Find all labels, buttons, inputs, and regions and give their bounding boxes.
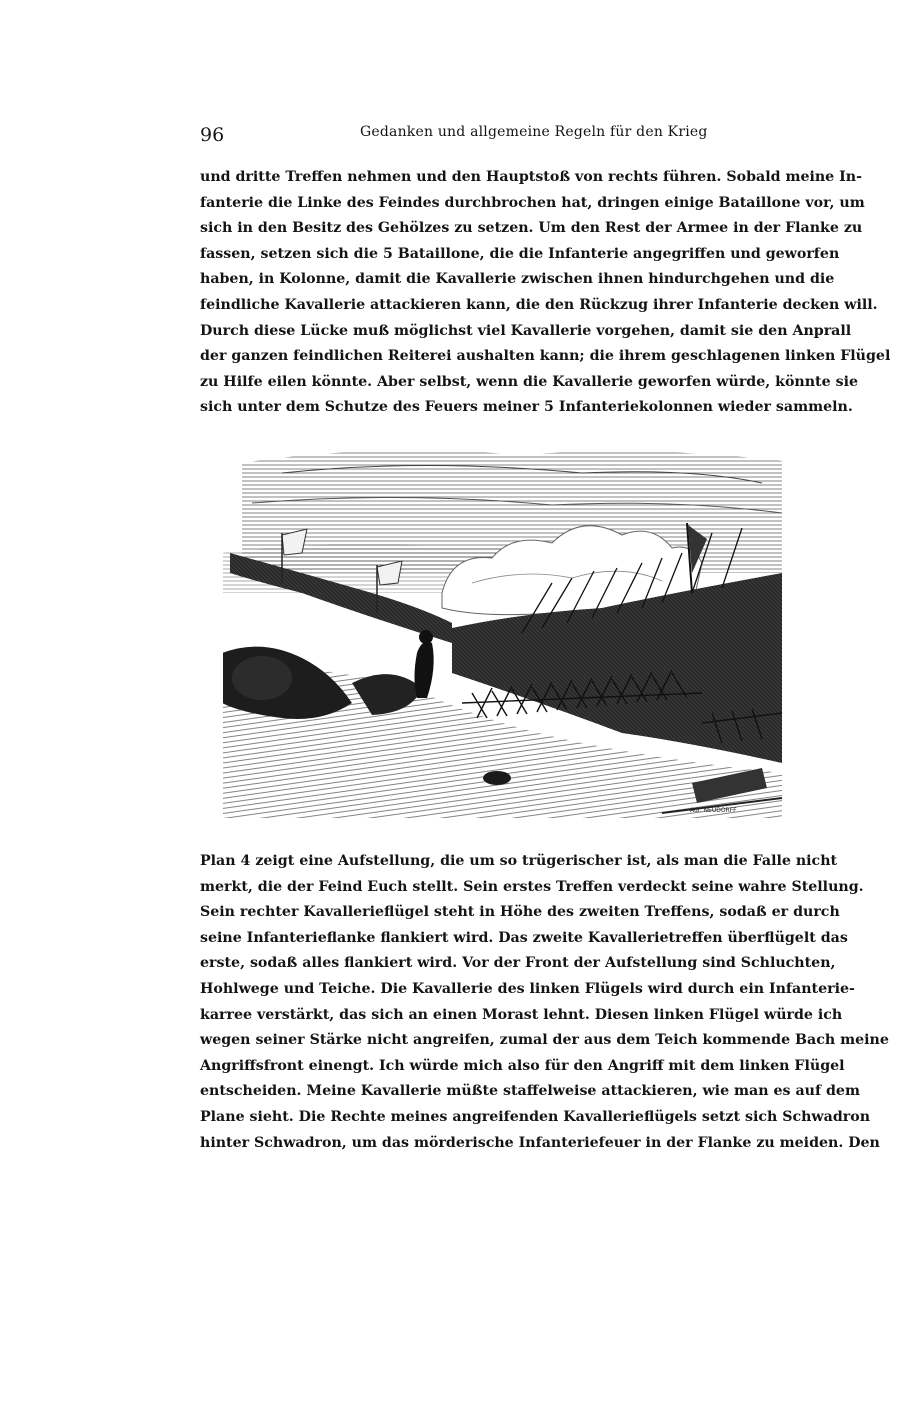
text-line: Angriffsfront einengt. Ich würde mich also für den Angriff mit dem linken Flügel [200, 1057, 845, 1074]
text-line: fanterie die Linke des Feindes durchbrochen hat, dringen einige Bataillone vor, um [200, 194, 865, 211]
text-line: seine Infanterieflanke flankiert wird. Das zweite Kavallerietreffen überflügelt das [200, 929, 848, 946]
text-line: der ganzen feindlichen Reiterei aushalten kann; die ihrem geschlagenen linken Flügel [200, 348, 891, 365]
paragraph-bottom [200, 849, 889, 1156]
page-number: 96 [200, 124, 225, 146]
text-line: Plan 4 zeigt eine Aufstellung, die um so trügerischer ist, als man die Falle nicht [200, 853, 838, 869]
text-line: und dritte Treffen nehmen und den Hauptstoß von rechts führen. Sobald meine In- [200, 169, 862, 185]
text-line: Plane sieht. Die Rechte meines angreifenden Kavallerieflügels setzt sich Schwadron [200, 1108, 871, 1125]
paragraph-top [200, 165, 891, 421]
text-line: haben, in Kolonne, damit die Kavallerie zwischen ihnen hindurchgehen und die [200, 271, 835, 288]
running-head: Gedanken und allgemeine Regeln für den Krieg [360, 124, 708, 140]
text-line: merkt, die der Feind Euch stellt. Sein erstes Treffen verdeckt seine wahre Stellung. [200, 878, 864, 895]
text-line: sich in den Besitz des Gehölzes zu setzen. Um den Rest der Armee in der Flanke zu [200, 220, 863, 237]
text-line: fassen, setzen sich die 5 Bataillone, die die Infanterie angegriffen und geworfen [200, 245, 840, 262]
text-line: hinter Schwadron, um das mörderische Infanteriefeuer in der Flanke zu meiden. Den [200, 1134, 880, 1151]
text-line: erste, sodaß alles flankiert wird. Vor der Front der Aufstellung sind Schluchten, [200, 955, 836, 972]
engraver-credit: Adr. NEUDORFF [690, 807, 737, 814]
text-line: Hohlwege und Teiche. Die Kavallerie des linken Flügels wird durch ein Infanterie- [200, 980, 855, 997]
text-line: Sein rechter Kavallerieflügel steht in Höhe des zweiten Treffens, sodaß er durch [200, 904, 840, 921]
text-line: zu Hilfe eilen könnte. Aber selbst, wenn die Kavallerie geworfen würde, könnte sie [200, 373, 858, 390]
text-line: Durch diese Lücke muß möglichst viel Kavallerie vorgehen, damit sie den Anprall [200, 322, 852, 339]
text-line: karree verstärkt, das sich an einen Morast lehnt. Diesen linken Flügel würde ich [200, 1006, 843, 1023]
battle-engraving [222, 443, 784, 819]
text-line: wegen seiner Stärke nicht angreifen, zumal der aus dem Teich kommende Bach meine [200, 1032, 889, 1049]
text-line: sich unter dem Schutze des Feuers meiner 5 Infanteriekolonnen wieder sammeln. [200, 399, 853, 416]
text-line: entscheiden. Meine Kavallerie müßte staffelweise attackieren, wie man es auf dem [200, 1083, 860, 1100]
text-line: feindliche Kavallerie attackieren kann, die den Rückzug ihrer Infanterie decken will. [200, 296, 878, 313]
